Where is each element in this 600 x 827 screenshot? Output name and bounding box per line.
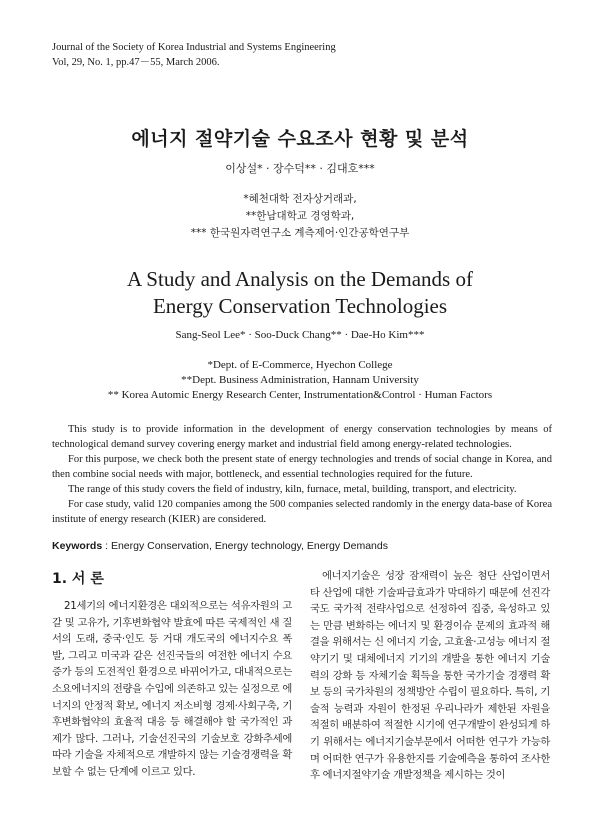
abstract-paragraph-3: The range of this study covers the field of industry, kiln, furnace, metal, building, transport, and electricity. [68, 484, 517, 495]
korean-affiliation-2: **한남대학교 경영학과, [245, 210, 355, 222]
abstract [52, 422, 552, 527]
english-title-line-2: Energy Conservation Technologies [152, 294, 448, 318]
english-authors: Sang-Seol Lee* · Soo-Duck Chang** · Dae-Ho Kim*** [175, 329, 425, 341]
english-affiliation-2: **Dept. Business Administration, Hannam University [181, 374, 419, 386]
english-affiliation-3: ** Korea Automic Energy Research Center, Instrumentation&Control · Human Factors [107, 389, 493, 401]
korean-title: 에너지 절약기술 수요조사 현황 및 분석 [131, 128, 469, 150]
korean-authors: 이상설* · 장수덕** · 김대호*** [225, 162, 375, 175]
english-title [0, 266, 600, 320]
journal-header [52, 40, 336, 70]
abstract-paragraph-4: For case study, valid 120 companies among the 500 companies selected randomly in the energy data-base of Korea institute of energy research (KIER) are considered. [52, 499, 552, 525]
korean-affiliation-1: *혜천대학 전자상거래과, [243, 193, 357, 205]
body-column-left [52, 598, 292, 781]
keywords-text: : Energy Conservation, Energy technology, Energy Demands [102, 540, 388, 552]
introduction-paragraph-2: 에너지기술은 성장 잠재력이 높은 첨단 산업이면서 타 산업에 대한 기술파급효과가 막대하기 때문에 선진각국도 국가적 전략사업으로 선정하여 집중, 육성하고 있는 만큼 변화하는 에너지 및 환경이슈 문제의 효과적 해결을 위해서는 신 에너지 기술, 고효율·고성능 에너지 절약기기 및 대체에너지 기기의 개발을 통한 에너지 기술력의 강화 등 자체기술 획득을 통한 국가기술 경쟁력 확보 등의 국가차원의 정책방안 수립이 필요하다. 특히, 기술적 능력과 자원이 한정된 우리나라가 제한된 자원을 적절히 배분하여 적절한 시기에 연구개발이 완성되게 하기 위해서는 에너지기술부문에서 어떠한 연구가 가능하며 어떠한 연구가 유용한지를 기술예측을 통하여 조사한 후 에너지절약기술 개발정책을 제시하는 것이 [310, 570, 550, 782]
english-affiliation-1: *Dept. of E-Commerce, Hyechon College [207, 359, 393, 371]
body-column-right [310, 568, 550, 784]
english-affiliations [0, 358, 600, 403]
korean-affiliation-3: *** 한국원자력연구소 계측제어·인간공학연구부 [190, 227, 410, 239]
keywords-label: Keywords [52, 540, 103, 552]
journal-name: Journal of the Society of Korea Industrial and Systems Engineering [52, 42, 336, 53]
introduction-paragraph-1: 21세기의 에너지환경은 대외적으로는 석유자원의 고갈 및 고유가, 기후변화협약 발효에 따른 국제적인 새 질서의 도래, 중국·인도 등 거대 개도국의 에너지수요 폭발, 그리고 미국과 같은 선진국들의 여전한 에너지 수요 증가 등의 도전적인 환경으로 바뀌어가고, 대내적으로는 소요에너지의 전량을 수입에 의존하고 있는 실정으로 에너지의 안정적 확보, 에너지 저소비형 경제·사회구축, 기후변화협약의 효율적 대응 등 해결해야 할 국가적인 과제가 많다. 그러나, 기술선진국의 기술보호 강화추세에 따라 기술을 자체적으로 개발하지 않는 기술경쟁력을 확보할 수 없는 단계에 이르고 있다. [52, 600, 292, 778]
abstract-paragraph-2: For this purpose, we check both the present state of energy technologies and trends of social change in Korea, and then combine social needs with major, bottleneck, and essential technologies required for the future. [52, 454, 552, 480]
section-title-introduction: 1. 서 론 [52, 571, 104, 587]
abstract-paragraph-1: This study is to provide information in the development of energy conservation technologies by means of technological demand survey covering energy market and industrial field among energy-related technologies. [52, 424, 552, 450]
keywords [52, 540, 388, 552]
journal-volume: Vol, 29, No. 1, pp.47－55, March 2006. [52, 57, 220, 68]
korean-affiliations [0, 191, 600, 242]
english-title-line-1: A Study and Analysis on the Demands of [127, 267, 473, 291]
